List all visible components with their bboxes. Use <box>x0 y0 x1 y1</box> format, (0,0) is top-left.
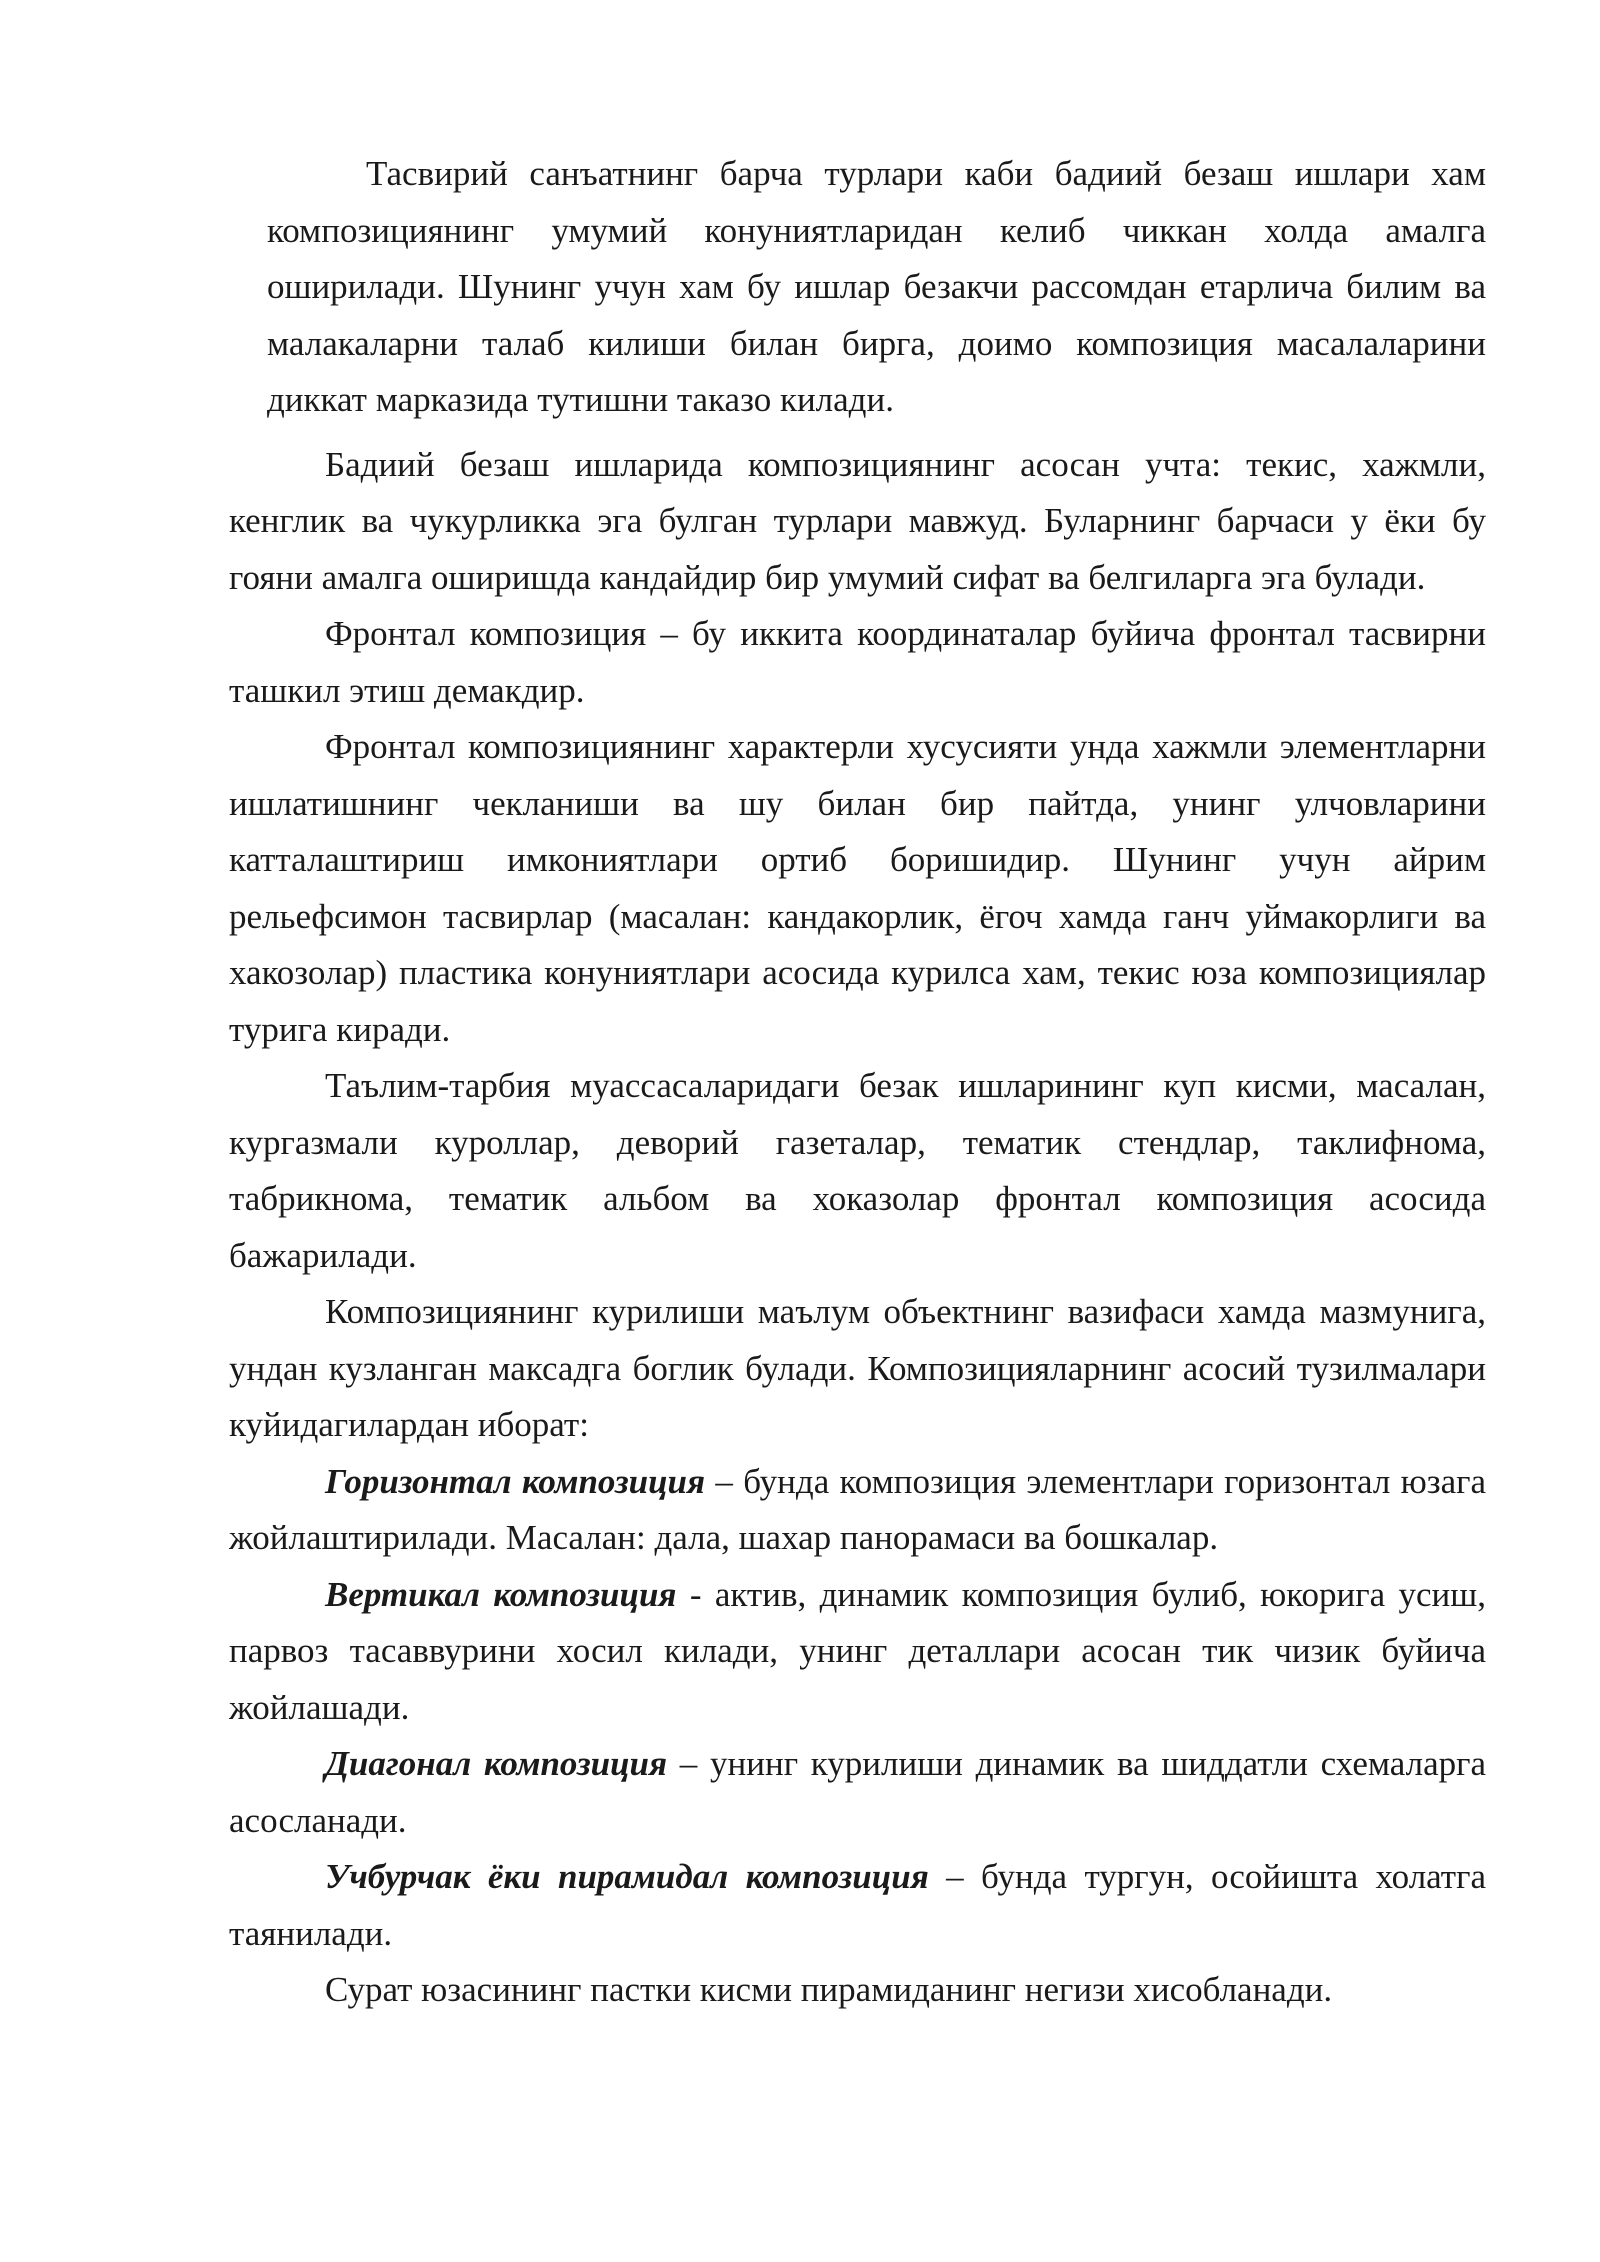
paragraph-education-works: Таълим-тарбия муассасаларидаги безак ишларининг куп кисми, масалан, кургазмали куроллар, деворий газеталар, тематик стендлар, таклифнома, табрикнома, тематик альбом ва хоказолар фронтал композиция асосида бажарилади. <box>229 1066 1486 1275</box>
definition-vertical <box>229 1567 1486 1737</box>
definition-diagonal-text: – унинг курилиши динамик ва шиддатли схемаларга асосланади. <box>229 1744 1486 1840</box>
document-body <box>229 146 1486 2019</box>
definition-diagonal <box>229 1736 1486 1849</box>
paragraph-frontal-features: Фронтал композициянинг характерли хусусияти унда хажмли элементларни ишлатишнинг чекланиши ва шу билан бир пайтда, унинг улчовларини катталаштириш имкониятлари ортиб боришидир. Шунинг учун айрим рельефсимон тасвирлар (масалан: кандакорлик, ёгоч хамда ганч уймакорлиги ва хакозолар) пластика конуниятлари асосида курилса хам, текис юза композициялар турига киради. <box>229 727 1486 1049</box>
paragraph-frontal-definition: Фронтал композиция – бу иккита координаталар буйича фронтал тасвирни ташкил этиш демакдир. <box>229 614 1486 710</box>
definition-horizontal <box>229 1454 1486 1567</box>
paragraph-closing: Сурат юзасининг пастки кисми пирамиданинг негизи хисобланади. <box>325 1970 1333 2009</box>
term-horizontal: Горизонтал композиция <box>325 1461 706 1501</box>
term-diagonal: Диагонал композиция <box>325 1744 668 1783</box>
paragraph-composition-types: Бадиий безаш ишларида композициянинг асосан учта: текис, хажмли, кенглик ва чукурликка эга булган турлари мавжуд. Буларнинг барчаси у ёки бу гояни амалга оширишда кандайдир бир умумий сифат ва белгиларга эга булади. <box>229 444 1486 597</box>
definition-horizontal-text: – бунда композиция элементлари горизонтал юзага жойлаштирилади. Масалан: дала, шахар панорамаси ва бошкалар. <box>229 1461 1486 1557</box>
definition-vertical-text: - актив, динамик композиция булиб, юкорига усиш, парвоз тасаввурини хосил килади, унинг деталлари асосан тик чизик буйича жойлашади. <box>229 1574 1486 1727</box>
definition-triangular <box>229 1849 1486 1962</box>
paragraph-intro: Тасвирий санъатнинг барча турлари каби бадиий безаш ишлари хам композициянинг умумий конуниятларидан келиб чиккан холда амалга оширилади. Шунинг учун хам бу ишлар безакчи рассомдан етарлича билим ва малакаларни талаб килиши билан бирга, доимо композиция масалаларини диккат марказида тутишни таказо килади. <box>267 154 1486 419</box>
term-vertical: Вертикал композиция <box>325 1574 677 1614</box>
definition-triangular-text: – бунда тургун, осойишта холатга таянилади. <box>229 1857 1486 1953</box>
paragraph-construction: Композициянинг курилиши маълум объектнинг вазифаси хамда мазмунига, ундан кузланган максадга боглик булади. Композицияларнинг асосий тузилмалари куйидагилардан иборат: <box>229 1292 1486 1444</box>
term-triangular: Учбурчак ёки пирамидал композиция <box>325 1857 929 1896</box>
